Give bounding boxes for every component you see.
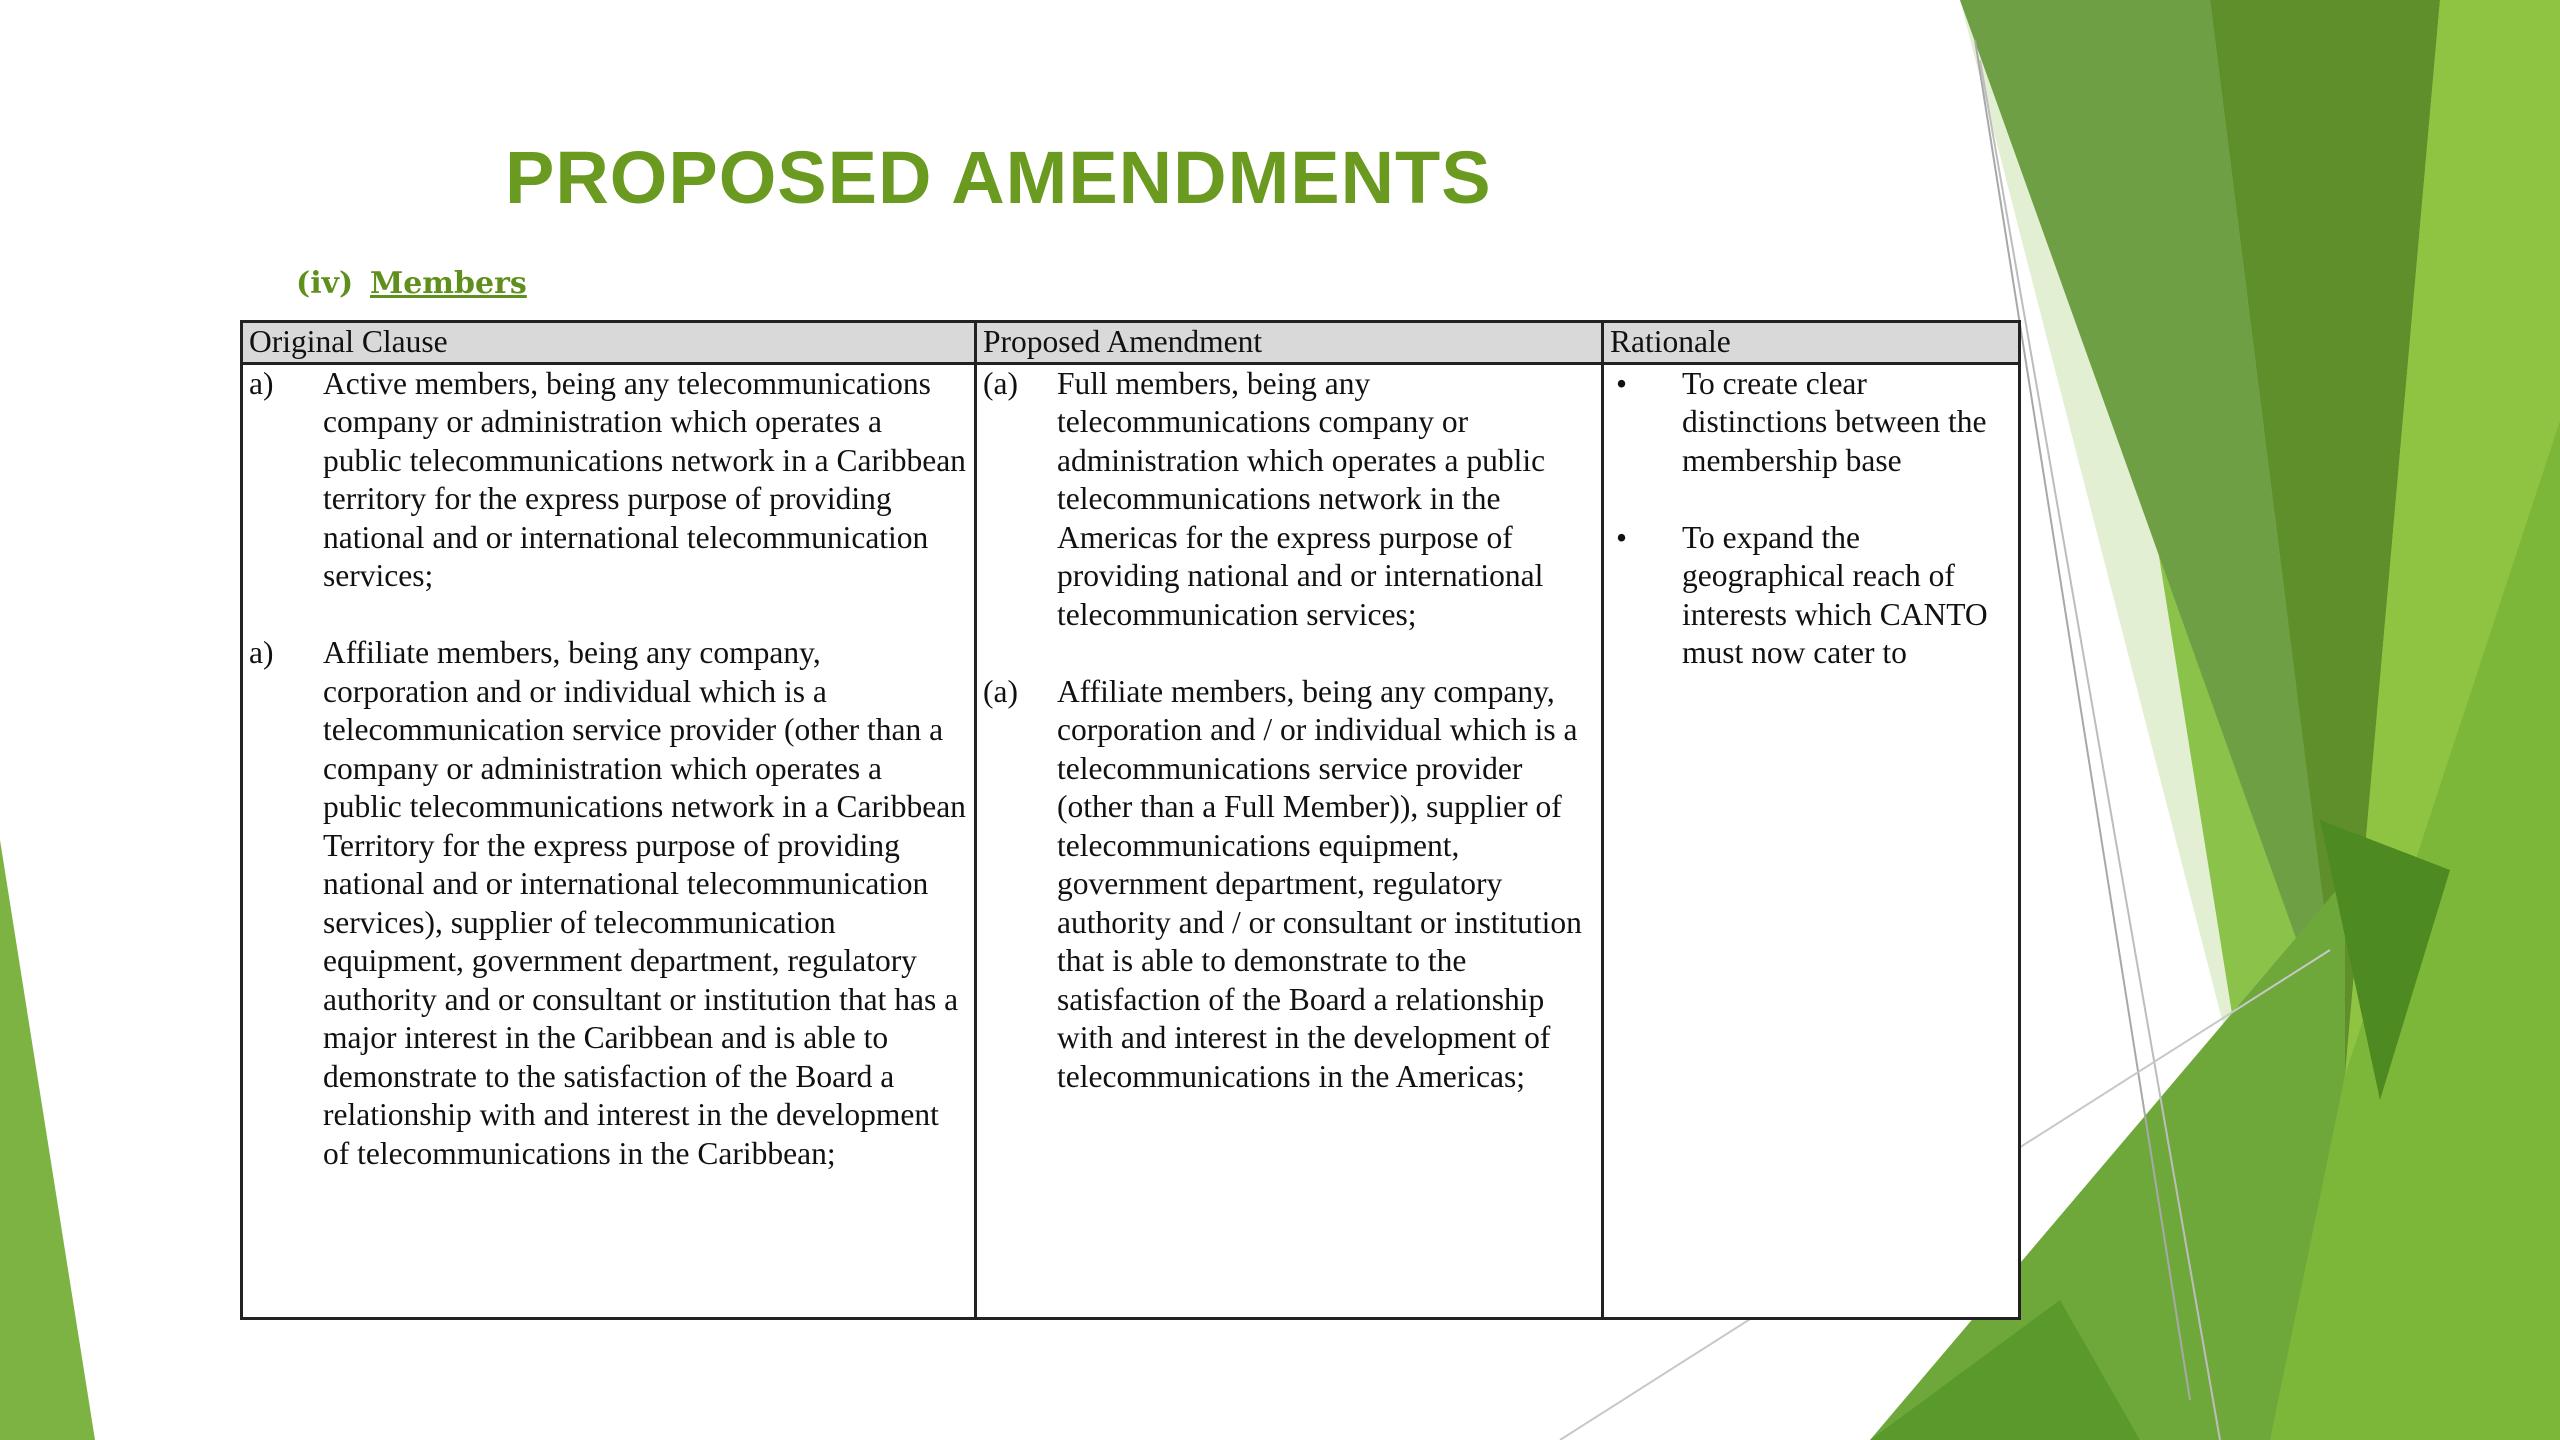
- header-proposed-amendment: Proposed Amendment: [976, 322, 1603, 364]
- slide-title: PROPOSED AMENDMENTS: [505, 136, 1492, 219]
- amendments-table: [240, 320, 2021, 1320]
- item-text: Affiliate members, being any company, corporation and or individual which is a telecommunication service provider (other than a company or administration which operates a public telecommunications network in a Caribbean Territory for the express purpose of providing national and or international telecommunication services), supplier of telecommunication equipment, government department, regulatory authority and or consultant or institution that has a major interest in the Caribbean and is able to demonstrate to the satisfaction of the Board a relationship with and interest in the development of telecommunications in the Caribbean;: [323, 635, 966, 1171]
- proposed-amendment-item: [983, 673, 1595, 1097]
- item-label: a): [249, 635, 274, 670]
- section-heading: [296, 266, 527, 301]
- left-facet: [0, 840, 95, 1440]
- item-text: Full members, being any telecommunications company or administration which operates a public telecommunications network in the Americas for the express purpose of providing national and or international telecommunication services;: [1057, 365, 1546, 632]
- proposed-amendment-cell: [976, 363, 1603, 1319]
- spacer: [1610, 480, 2012, 519]
- section-number: (iv): [296, 266, 354, 301]
- section-name: Members: [370, 266, 527, 301]
- original-clause-item: [249, 365, 968, 596]
- bullet-text: To expand the geographical reach of interests which CANTO must now cater to: [1682, 519, 1988, 670]
- original-clause-item: [249, 634, 968, 1173]
- spacer: [249, 596, 968, 635]
- bullet-icon: •: [1616, 365, 1628, 401]
- table-header-row: [242, 322, 2020, 364]
- item-label: (a): [983, 673, 1018, 709]
- bullet-text: To create clear distinctions between the membership base: [1682, 365, 1987, 478]
- proposed-amendment-item: [983, 365, 1595, 635]
- table-row: [242, 363, 2020, 1319]
- item-label: a): [249, 365, 274, 401]
- header-original-clause: Original Clause: [242, 322, 976, 364]
- original-clause-cell: [242, 363, 976, 1319]
- item-text: Active members, being any telecommunications company or administration which operates a public telecommunications network in a Caribbean territory for the express purpose of providing national and or international telecommunication services;: [323, 365, 966, 593]
- rationale-cell: [1603, 363, 2020, 1319]
- item-text: Affiliate members, being any company, corporation and / or individual which is a telecommunications service provider (other than a Full Member)), supplier of telecommunications equipment, government department, regulatory authority and / or consultant or institution that is able to demonstrate to the satisfaction of the Board a relationship with and interest in the development of telecommunications in the Americas;: [1057, 673, 1582, 1094]
- rationale-bullet: [1610, 519, 2012, 673]
- bullet-icon: •: [1616, 519, 1628, 555]
- rationale-bullet: [1610, 365, 2012, 481]
- spacer: [983, 634, 1595, 673]
- header-rationale: Rationale: [1603, 322, 2020, 364]
- item-label: (a): [983, 365, 1018, 401]
